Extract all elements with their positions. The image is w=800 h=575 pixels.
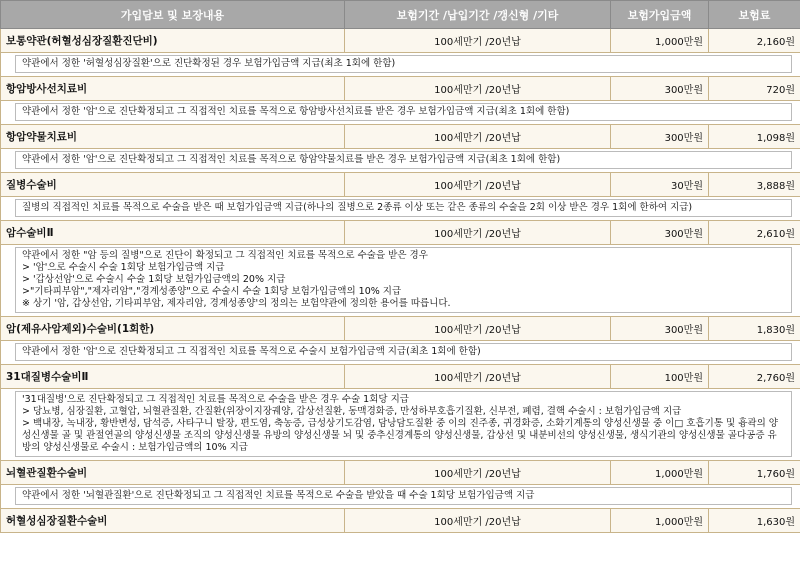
coverage-name: 보통약관(허혈성심장질환진단비) bbox=[1, 29, 345, 53]
coverage-row bbox=[1, 365, 800, 389]
description-line: ※ 상기 '암, 갑상선암, 기타피부암, 제자리암, 경계성종양'의 정의는 보험약관에 정의한 용어를 따릅니다. bbox=[22, 298, 451, 309]
description-line: >"기타피부암","제자리암","경계성종양"으로 수술시 수술 1회당 보험가입금액의 10% 지급 bbox=[22, 286, 402, 297]
description-line: > 당뇨병, 심장질환, 고혈압, 뇌혈관질환, 간질환(위장이지장궤양, 갑상선질환, 동맥경화증, 만성하부호흡기질환, 신부전, 폐렴, 결핵 수술시 : 보험가입금액 지급 bbox=[22, 406, 682, 417]
coverage-name: 항암방사선치료비 bbox=[1, 77, 345, 101]
coverage-description-row bbox=[1, 389, 800, 461]
coverage-row bbox=[1, 509, 800, 533]
coverage-amount: 300만원 bbox=[611, 221, 709, 245]
header-coverage: 가입담보 및 보장내용 bbox=[1, 1, 345, 29]
coverage-row bbox=[1, 77, 800, 101]
coverage-name: 허혈성심장질환수술비 bbox=[1, 509, 345, 533]
coverage-period: 100세만기 /20년납 bbox=[345, 221, 611, 245]
coverage-name: 암(제유사암제외)수술비(1회한) bbox=[1, 317, 345, 341]
coverage-period: 100세만기 /20년납 bbox=[345, 365, 611, 389]
description-line: > '갑상선암'으로 수술시 수술 1회당 보험가입금액의 20% 지급 bbox=[22, 274, 286, 285]
coverage-name: 질병수술비 bbox=[1, 173, 345, 197]
coverage-description-row bbox=[1, 341, 800, 365]
coverage-description-row bbox=[1, 101, 800, 125]
coverage-amount: 1,000만원 bbox=[611, 461, 709, 485]
coverage-premium: 720원 bbox=[709, 77, 800, 101]
coverage-name: 31대질병수술비Ⅱ bbox=[1, 365, 345, 389]
description-line: > '암'으로 수술시 수술 1회당 보험가입금액 지급 bbox=[22, 262, 225, 273]
coverage-description-row bbox=[1, 485, 800, 509]
coverage-description bbox=[15, 199, 792, 217]
coverage-amount: 300만원 bbox=[611, 77, 709, 101]
coverage-description-row bbox=[1, 53, 800, 77]
coverage-name: 항암약물치료비 bbox=[1, 125, 345, 149]
description-line: 약관에서 정한 '암'으로 진단확정되고 그 직접적인 치료를 목적으로 수술시 보험가입금액 지급(최초 1회에 한함) bbox=[22, 346, 481, 357]
coverage-amount: 1,000만원 bbox=[611, 509, 709, 533]
coverage-period: 100세만기 /20년납 bbox=[345, 77, 611, 101]
coverage-premium: 2,610원 bbox=[709, 221, 800, 245]
coverage-description bbox=[15, 151, 792, 169]
coverage-description bbox=[15, 487, 792, 505]
description-line: 약관에서 정한 '뇌혈관질환'으로 진단확정되고 그 직접적인 치료를 목적으로 수술을 받았을 때 수술 1회당 보험가입금액 지급 bbox=[22, 490, 535, 501]
description-line: 질병의 직접적인 치료를 목적으로 수술을 받은 때 보험가입금액 지급(하나의 질병으로 2종류 이상 또는 같은 종류의 수술을 2회 이상 받은 경우 1회에 한하여 지급) bbox=[22, 202, 693, 213]
coverage-row bbox=[1, 125, 800, 149]
coverage-row bbox=[1, 317, 800, 341]
coverage-description-row bbox=[1, 149, 800, 173]
coverage-rows bbox=[1, 29, 800, 533]
coverage-name: 뇌혈관질환수술비 bbox=[1, 461, 345, 485]
coverage-description-row bbox=[1, 245, 800, 317]
coverage-premium: 1,630원 bbox=[709, 509, 800, 533]
coverage-description-row bbox=[1, 197, 800, 221]
table-header bbox=[1, 1, 800, 29]
coverage-description bbox=[15, 391, 792, 457]
coverage-premium: 3,888원 bbox=[709, 173, 800, 197]
description-line: 약관에서 정한 '허혈성심장질환'으로 진단확정된 경우 보험가입금액 지급(최초 1회에 한함) bbox=[22, 58, 396, 69]
coverage-description bbox=[15, 55, 792, 73]
coverage-premium: 2,760원 bbox=[709, 365, 800, 389]
coverage-row bbox=[1, 29, 800, 53]
coverage-period: 100세만기 /20년납 bbox=[345, 317, 611, 341]
coverage-amount: 30만원 bbox=[611, 173, 709, 197]
description-line: 약관에서 정한 "암 등의 질병"으로 진단이 확정되고 그 직접적인 치료를 목적으로 수술을 받은 경우 bbox=[22, 250, 428, 261]
coverage-amount: 300만원 bbox=[611, 125, 709, 149]
coverage-premium: 1,830원 bbox=[709, 317, 800, 341]
header-premium: 보험료 bbox=[709, 1, 800, 29]
coverage-row bbox=[1, 221, 800, 245]
description-line: 약관에서 정한 '암'으로 진단확정되고 그 직접적인 치료를 목적으로 항암약물치료를 받은 경우 보험가입금액 지급(최초 1회에 한함) bbox=[22, 154, 561, 165]
header-amount: 보험가입금액 bbox=[611, 1, 709, 29]
coverage-row bbox=[1, 173, 800, 197]
coverage-amount: 300만원 bbox=[611, 317, 709, 341]
coverage-amount: 100만원 bbox=[611, 365, 709, 389]
coverage-description bbox=[15, 247, 792, 313]
description-line: 약관에서 정한 '암'으로 진단확정되고 그 직접적인 치료를 목적으로 항암방사선치료를 받은 경우 보험가입금액 지급(최초 1회에 한함) bbox=[22, 106, 570, 117]
coverage-amount: 1,000만원 bbox=[611, 29, 709, 53]
coverage-description bbox=[15, 103, 792, 121]
coverage-period: 100세만기 /20년납 bbox=[345, 173, 611, 197]
coverage-period: 100세만기 /20년납 bbox=[345, 29, 611, 53]
coverage-period: 100세만기 /20년납 bbox=[345, 461, 611, 485]
coverage-description bbox=[15, 343, 792, 361]
description-line: > 백내장, 녹내장, 황반변성, 담석증, 사타구니 탈장, 편도염, 축농증, 급성상기도감염, 담낭담도질환 중 이의 진주종, 귀경화증, 소화기계통의 양성신생물 중 이□ 호흡기통 및 흉곽의 양성신생물 골 및 관절연골의 양성신생물 조직의 양성신생물 유방의 양성신생물 뇌 및 중추신경계통의 양성신생물, 갑상선 및 내분비선의 양성신생물, 생식기관의 양성신생물 골다공증 유방의 양성신생물로 수술시 : 보험가입금액의 10% 지급 bbox=[22, 418, 778, 453]
coverage-period: 100세만기 /20년납 bbox=[345, 509, 611, 533]
coverage-premium: 2,160원 bbox=[709, 29, 800, 53]
coverage-premium: 1,098원 bbox=[709, 125, 800, 149]
header-period: 보험기간 /납입기간 /갱신형 /기타 bbox=[345, 1, 611, 29]
coverage-row bbox=[1, 461, 800, 485]
description-line: '31대질병'으로 진단확정되고 그 직접적인 치료를 목적으로 수술을 받은 경우 수술 1회당 지급 bbox=[22, 394, 409, 405]
coverage-premium: 1,760원 bbox=[709, 461, 800, 485]
coverage-name: 암수술비Ⅱ bbox=[1, 221, 345, 245]
coverage-period: 100세만기 /20년납 bbox=[345, 125, 611, 149]
